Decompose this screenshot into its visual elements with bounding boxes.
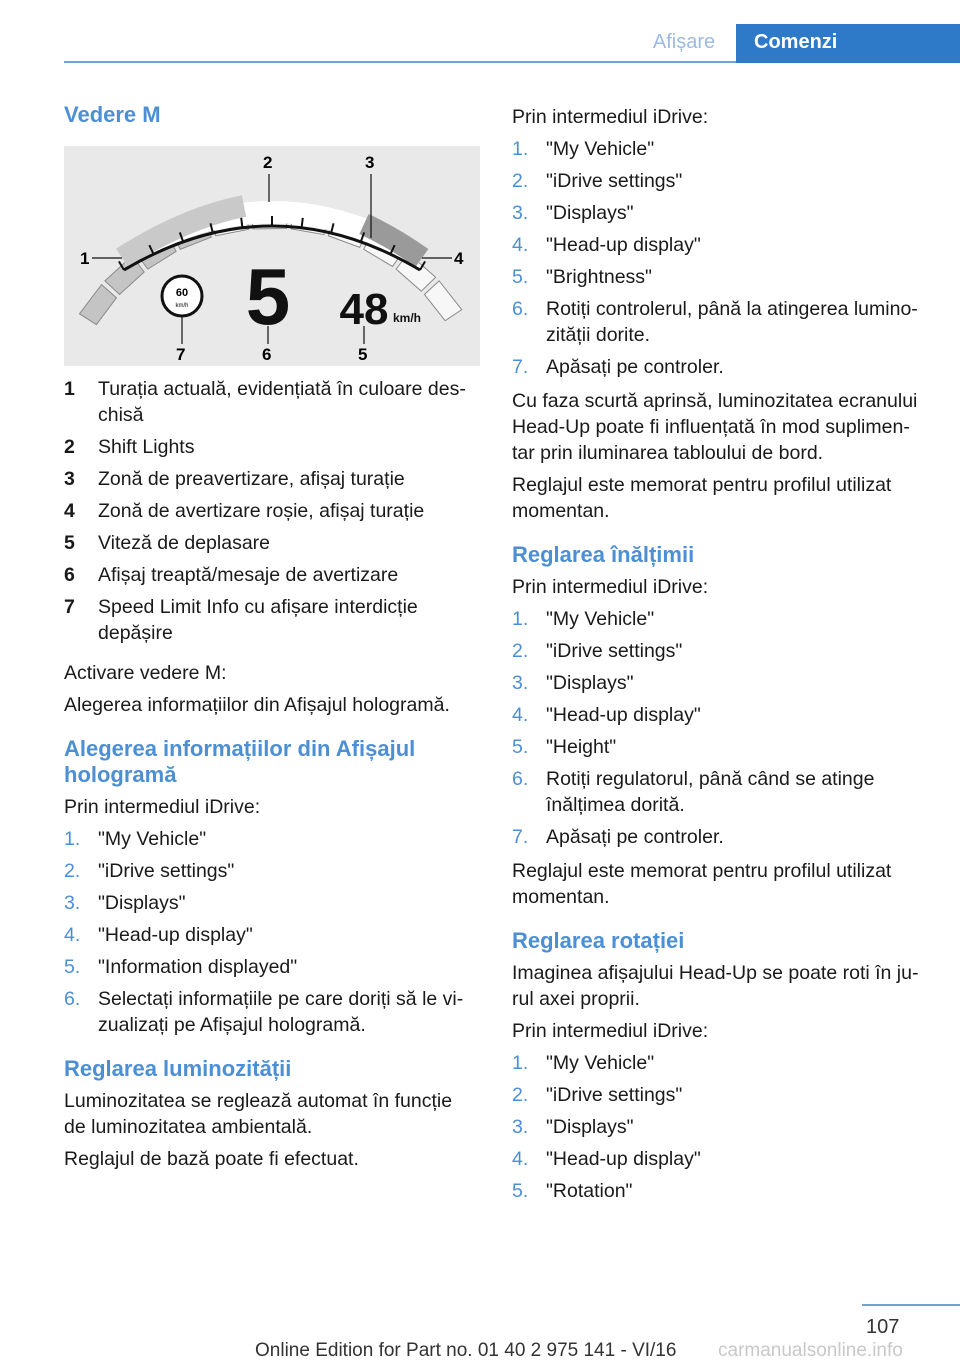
legend-text: Shift Lights	[98, 436, 195, 458]
info-step	[64, 986, 478, 1038]
step-text: Rotiți controlerul, până la atingerea luminozității dorite.	[546, 298, 918, 346]
step-text: Selectați informațiile pe care doriți să le vizualizați pe Afișajul hologramă.	[98, 988, 464, 1036]
left-column	[64, 100, 478, 1178]
brightness-step	[512, 296, 926, 348]
legend-number: 1	[64, 378, 75, 400]
height-via-label: Prin intermediul iDrive:	[512, 576, 709, 598]
height-step	[512, 670, 926, 696]
info-step	[64, 826, 478, 852]
via-idrive-label: Prin intermediul iDrive:	[64, 796, 261, 818]
legend-item	[64, 594, 478, 646]
step-text: "My Vehicle"	[546, 138, 655, 160]
height-step	[512, 766, 926, 818]
callout-1: 1	[80, 249, 90, 268]
step-text: "Displays"	[546, 202, 634, 224]
rotation-step	[512, 1082, 926, 1108]
tab-comenzi[interactable]: Comenzi	[736, 24, 960, 63]
section-title-rotation: Reglarea rotației	[512, 928, 685, 953]
step-number: 2.	[512, 170, 529, 192]
legend-item	[64, 530, 478, 556]
step-text: "iDrive settings"	[546, 170, 683, 192]
legend-item	[64, 498, 478, 524]
step-number: 4.	[512, 234, 529, 256]
callout-2: 2	[263, 153, 273, 172]
footer-rule	[862, 1304, 960, 1306]
legend-item	[64, 562, 478, 588]
step-number: 1.	[64, 828, 81, 850]
rotation-step	[512, 1146, 926, 1172]
step-text: "My Vehicle"	[546, 608, 655, 630]
step-text: "Brightness"	[546, 266, 652, 288]
info-step	[64, 858, 478, 884]
activate-text: Alegerea informațiilor din Afișajul hologramă.	[64, 694, 450, 716]
step-text: "Head-up display"	[546, 704, 701, 726]
step-number: 6.	[512, 768, 529, 790]
step-text: "Displays"	[546, 1116, 634, 1138]
speed-value: 48	[339, 285, 389, 334]
legend-item	[64, 466, 478, 492]
section-title-height: Reglarea înălțimii	[512, 542, 695, 567]
step-text: Apăsați pe controler.	[546, 356, 724, 378]
legend-item	[64, 376, 478, 428]
step-number: 2.	[64, 860, 81, 882]
legend-text: Viteză de deplasare	[98, 532, 271, 554]
step-number: 2.	[512, 640, 529, 662]
rotation-steps-list	[512, 1050, 926, 1204]
brightness-step	[512, 136, 926, 162]
step-number: 2.	[512, 1084, 529, 1106]
step-text: "Height"	[546, 736, 617, 758]
speed-limit-value: 60	[175, 287, 189, 299]
callout-3: 3	[365, 153, 375, 172]
step-number: 5.	[512, 266, 529, 288]
brightness-step	[512, 200, 926, 226]
legend-number: 4	[64, 500, 75, 522]
info-step	[64, 954, 478, 980]
step-number: 3.	[512, 1116, 529, 1138]
step-text: "My Vehicle"	[98, 828, 207, 850]
legend-number: 7	[64, 596, 75, 618]
rotation-step	[512, 1178, 926, 1204]
m-view-figure	[64, 146, 480, 366]
step-number: 1.	[512, 608, 529, 630]
rotation-step	[512, 1050, 926, 1076]
info-step	[64, 922, 478, 948]
legend-text: Zonă de avertizare roșie, afișaj turație	[98, 500, 425, 522]
gear-indicator: 5	[245, 252, 291, 341]
brightness-note-2: Reglajul este memorat pentru profilul utilizat momentan.	[512, 474, 892, 522]
legend-text: Zonă de preavertizare, afișaj turație	[98, 468, 405, 490]
brightness-step	[512, 168, 926, 194]
rotation-paragraph: Imaginea afișajului Head-Up se poate roti în jurul axei proprii.	[512, 962, 919, 1010]
step-number: 6.	[64, 988, 81, 1010]
rotation-via-label: Prin intermediul iDrive:	[512, 1020, 709, 1042]
step-text: "iDrive settings"	[546, 640, 683, 662]
step-number: 1.	[512, 1052, 529, 1074]
height-step	[512, 824, 926, 850]
step-number: 5.	[64, 956, 81, 978]
info-step	[64, 890, 478, 916]
speed-limit-unit: km/h	[175, 303, 189, 309]
brightness-step	[512, 354, 926, 380]
section-title-brightness: Reglarea luminozității	[64, 1056, 292, 1081]
legend-item	[64, 434, 478, 460]
step-number: 4.	[512, 1148, 529, 1170]
step-text: "My Vehicle"	[546, 1052, 655, 1074]
step-number: 6.	[512, 298, 529, 320]
step-number: 5.	[512, 736, 529, 758]
activate-label: Activare vedere M:	[64, 662, 227, 684]
info-steps-list	[64, 826, 478, 1038]
section-title-vedere-m: Vedere M	[64, 102, 161, 127]
step-number: 7.	[512, 826, 529, 848]
brightness-steps-list	[512, 136, 926, 380]
step-text: "Displays"	[546, 672, 634, 694]
step-number: 3.	[64, 892, 81, 914]
tab-afisare[interactable]: Afișare	[652, 31, 716, 53]
step-number: 3.	[512, 202, 529, 224]
step-number: 3.	[512, 672, 529, 694]
brightness-paragraph-1: Luminozitatea se reglează automat în funcție de luminozitatea ambientală.	[64, 1090, 453, 1138]
legend-number: 3	[64, 468, 75, 490]
brightness-paragraph-2: Reglajul de bază poate fi efectuat.	[64, 1148, 359, 1170]
height-steps-list	[512, 606, 926, 850]
legend-text: Speed Limit Info cu afișare interdicție depășire	[98, 596, 418, 644]
brightness-step	[512, 264, 926, 290]
step-number: 1.	[512, 138, 529, 160]
right-column	[512, 100, 926, 1212]
rotation-step	[512, 1114, 926, 1140]
callout-5: 5	[358, 345, 368, 364]
legend-number: 6	[64, 564, 75, 586]
callout-7: 7	[176, 345, 186, 364]
step-text: "Rotation"	[546, 1180, 633, 1202]
step-number: 4.	[64, 924, 81, 946]
legend-number: 2	[64, 436, 75, 458]
step-text: "Head-up display"	[98, 924, 253, 946]
height-step	[512, 702, 926, 728]
shift-light-segment	[424, 281, 461, 321]
legend-number: 5	[64, 532, 75, 554]
figure-legend	[64, 376, 478, 646]
callout-4: 4	[454, 249, 464, 268]
height-note: Reglajul este memorat pentru profilul utilizat momentan.	[512, 860, 892, 908]
footer-edition: Online Edition for Part no. 01 40 2 975 141 - VI/16	[255, 1340, 677, 1361]
speed-unit: km/h	[392, 311, 422, 325]
step-text: "Information displayed"	[98, 956, 298, 978]
legend-text: Afișaj treaptă/mesaje de avertizare	[98, 564, 399, 586]
step-text: "Displays"	[98, 892, 186, 914]
legend-text: Turația actuală, evidențiată în culoare deschisă	[98, 378, 466, 426]
callout-6: 6	[262, 345, 272, 364]
step-text: Rotiți regulatorul, până când se atinge înălțimea dorită.	[546, 768, 875, 816]
via-idrive-label-right: Prin intermediul iDrive:	[512, 106, 709, 128]
step-text: "iDrive settings"	[546, 1084, 683, 1106]
rpm-tick	[302, 218, 303, 228]
step-text: "Head-up display"	[546, 1148, 701, 1170]
m-view-illustration	[64, 146, 480, 366]
watermark: carmanualsonline.info	[718, 1340, 903, 1361]
step-number: 4.	[512, 704, 529, 726]
rpm-tick	[241, 218, 242, 228]
height-step	[512, 734, 926, 760]
step-text: Apăsați pe controler.	[546, 826, 724, 848]
height-step	[512, 606, 926, 632]
section-title-info: Alegerea informațiilor din Afișajul hologramă	[64, 736, 416, 787]
step-number: 7.	[512, 356, 529, 378]
page-number: 107	[866, 1316, 900, 1338]
step-text: "Head-up display"	[546, 234, 701, 256]
step-number: 5.	[512, 1180, 529, 1202]
step-text: "iDrive settings"	[98, 860, 235, 882]
brightness-note-1: Cu faza scurtă aprinsă, luminozitatea ecranului Head-Up poate fi influențată în mod suplimentar prin iluminarea tabloului de bord.	[512, 390, 918, 464]
brightness-step	[512, 232, 926, 258]
shift-light-segment	[79, 285, 116, 325]
height-step	[512, 638, 926, 664]
